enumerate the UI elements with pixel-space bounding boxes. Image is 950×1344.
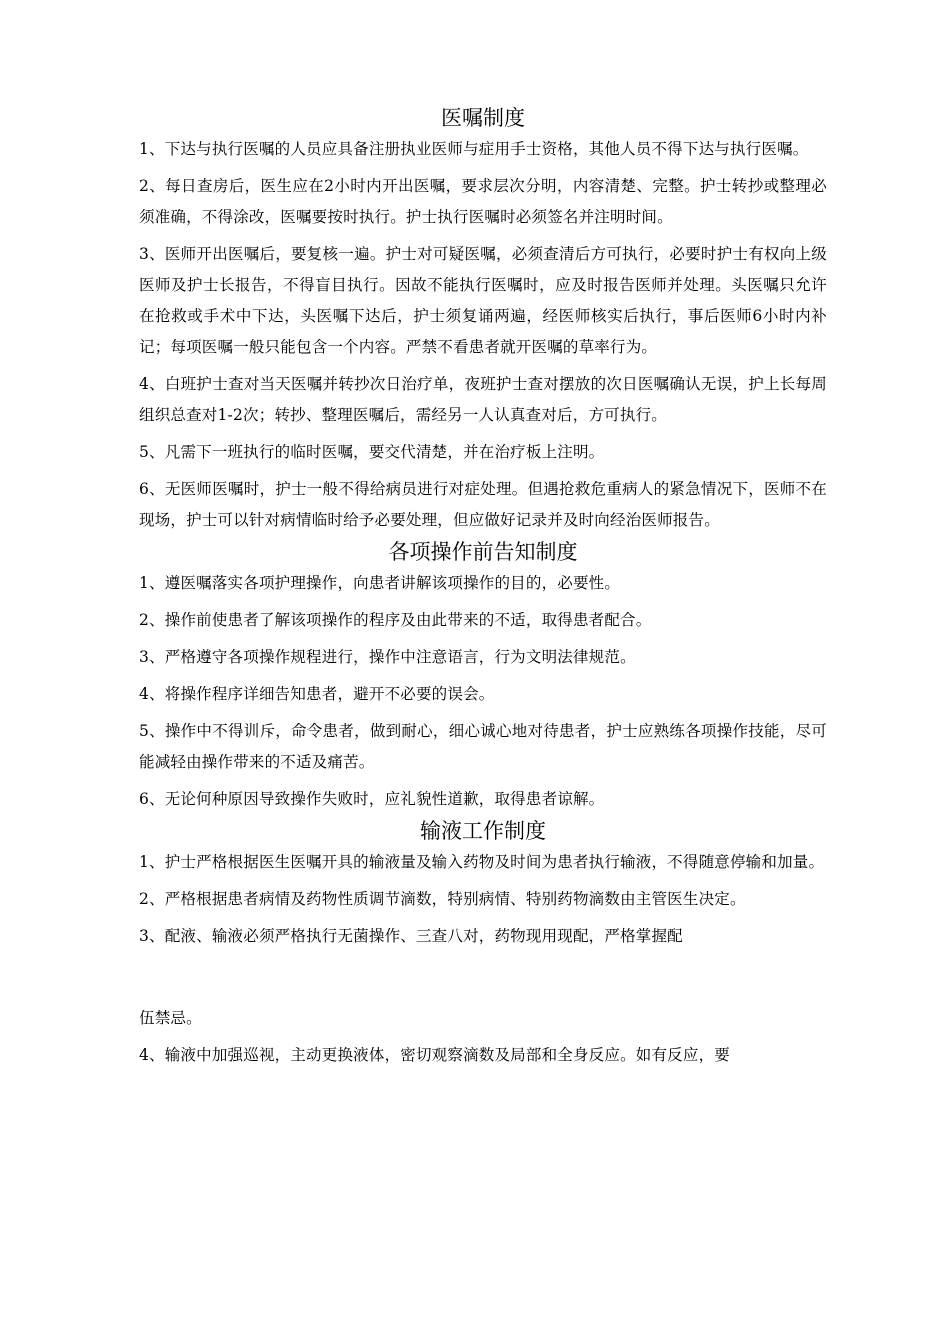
page-gap	[139, 952, 827, 1003]
paragraph: 伍禁忌。	[139, 1009, 202, 1027]
paragraph: 2、操作前使患者了解该项操作的程序及由此带来的不适，取得患者配合。	[139, 611, 652, 629]
paragraph: 3、医师开出医嘱后，要复核一遍。护士对可疑医嘱，必须查清后方可执行，必要时护士有权向上级医师及护士长报告，不得盲目执行。因故不能执行医嘱时，应及时报告医师并处理。头医嘱只允许在抢救或手术中下达，头医嘱下达后，护士须复诵两遍，经医师核实后执行，事后医师6小时内补记；每项医嘱一般只能包含一个内容。严禁不看患者就开医嘱的草率行为。	[139, 245, 827, 356]
paragraph: 1、护士严格根据医生医嘱开具的输液量及输入药物及时间为患者执行输液，不得随意停输和加量。	[139, 853, 825, 871]
paragraph: 4、将操作程序详细告知患者，避开不必要的误会。	[139, 685, 495, 703]
paragraph: 3、配液、输液必须严格执行无菌操作、三查八对，药物现用现配，严格掌握配	[139, 927, 683, 945]
paragraph: 4、输液中加强巡视，主动更换液体，密切观察滴数及局部和全身反应。如有反应，要	[139, 1046, 730, 1064]
paragraph: 1、下达与执行医嘱的人员应具备注册执业医师与症用手士资格，其他人员不得下达与执行医嘱。	[139, 140, 809, 158]
paragraph: 2、严格根据患者病情及药物性质调节滴数，特别病情、特别药物滴数由主管医生决定。	[139, 890, 746, 908]
paragraph: 6、无论何种原因导致操作失败时，应礼貌性道歉，取得患者谅解。	[139, 790, 605, 808]
paragraph: 5、操作中不得训斥，命令患者，做到耐心，细心诚心地对待患者，护士应熟练各项操作技能，尽可能减轻由操作带来的不适及痛苦。	[139, 722, 827, 771]
section-title-pre-operation-notice: 各项操作前告知制度	[388, 540, 578, 564]
paragraph: 4、白班护士查对当天医嘱并转抄次日治疗单，夜班护士查对摆放的次日医嘱确认无误，护上长每周组织总查对1-2次；转抄、整理医嘱后，需经另一人认真查对后，方可执行。	[139, 375, 827, 424]
section-title-infusion-work: 输液工作制度	[420, 819, 546, 843]
paragraph: 3、严格遵守各项操作规程进行，操作中注意语言，行为文明法律规范。	[139, 648, 636, 666]
paragraph: 6、无医师医嘱时，护士一般不得给病员进行对症处理。但遇抢救危重病人的紧急情况下，医师不在现场，护士可以针对病情临时给予必要处理，但应做好记录并及时向经治医师报告。	[139, 480, 827, 529]
paragraph: 5、凡需下一班执行的临时医嘱，要交代清楚，并在治疗板上注明。	[139, 443, 605, 461]
paragraph: 1、遵医嘱落实各项护理操作，向患者讲解该项操作的目的，必要性。	[139, 574, 621, 592]
section-title-medical-orders: 医嘱制度	[441, 106, 525, 130]
paragraph: 2、每日查房后，医生应在2小时内开出医嘱，要求层次分明，内容清楚、完整。护士转抄或整理必须准确，不得涂改，医嘱要按时执行。护士执行医嘱时必须签名并注明时间。	[139, 177, 827, 226]
document-page	[139, 102, 827, 1077]
